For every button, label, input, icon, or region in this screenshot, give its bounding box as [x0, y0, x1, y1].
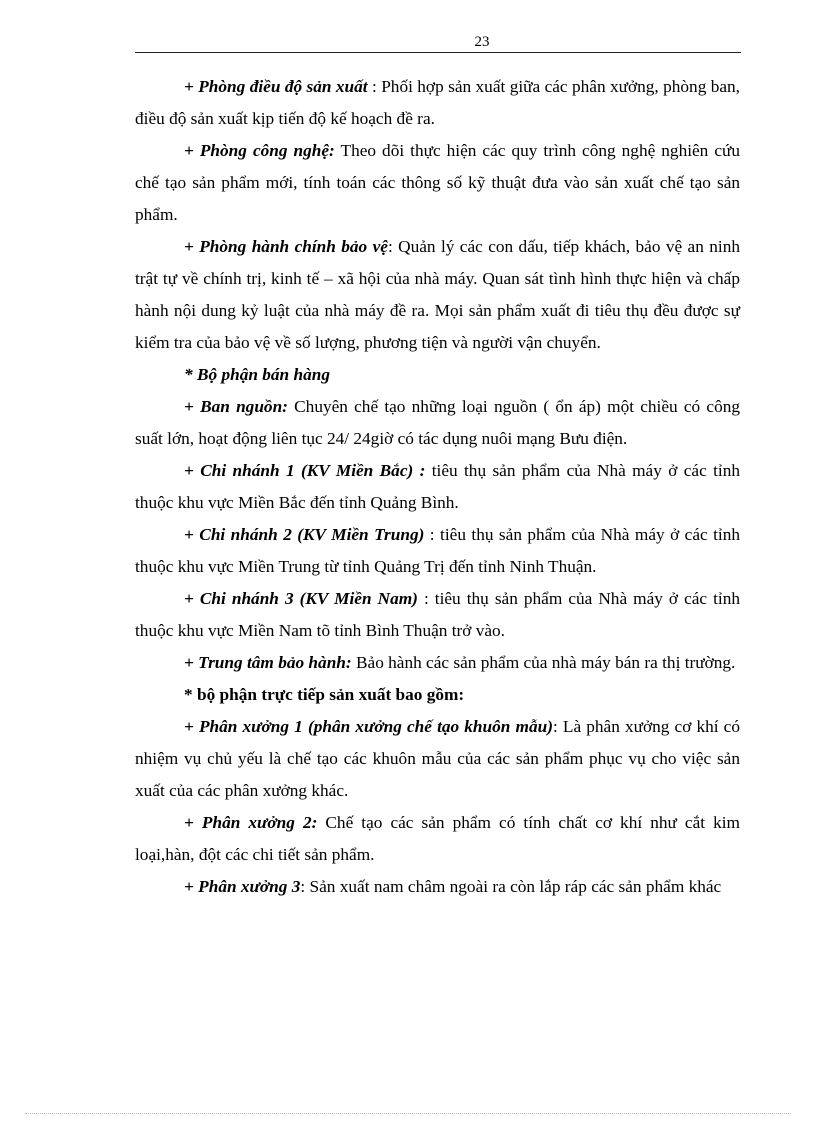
paragraph-text: Theo dõi thực hiện các quy trình công nghệ nghiên cứu chế tạo sản phẩm mới, tính toán các thông số kỹ thuật đưa vào sản xuất chế tạo sản phẩm.	[135, 141, 741, 224]
paragraph-phan-xuong-3	[135, 871, 740, 903]
document-body	[135, 71, 740, 903]
paragraph-lead: + Phân xưởng 1 (phân xưởng chế tạo khuôn mẫu)	[184, 717, 553, 736]
page-bottom-border	[25, 1113, 791, 1114]
paragraph-text: : Quản lý các con dấu, tiếp khách, bảo vệ an ninh trật tự về chính trị, kinh tế – xã hội của nhà máy. Quan sát tình hình thực hiện và chấp hành nội dung kỷ luật của nhà máy đề ra. Mọi sản phẩm xuất đi tiêu thụ đều được sự kiểm tra của bảo vệ về số lượng, phương tiện và người vận chuyển.	[135, 237, 740, 352]
paragraph-phan-xuong-1	[135, 711, 740, 807]
paragraph-trung-tam-bao-hanh	[135, 647, 740, 679]
paragraph-lead: + Phân xưởng 2:	[184, 813, 318, 832]
paragraph-text: Chuyên chế tạo những loại nguồn ( ổn áp) một chiều có công suất lớn, hoạt động liên tục 24/ 24giờ có tác dụng nuôi mạng Bưu điện.	[135, 397, 740, 448]
paragraph-phong-cong-nghe	[135, 135, 740, 231]
paragraph-chi-nhanh-2	[135, 519, 740, 583]
paragraph-text: Chế tạo các sản phẩm có tính chất cơ khí như cắt kim loại,hàn, đột các chi tiết sản phẩm.	[135, 813, 740, 864]
paragraph-lead: + Phân xưởng 3	[184, 877, 301, 896]
paragraph-lead: + Chi nhánh 2 (KV Miền Trung)	[184, 525, 425, 544]
paragraph-lead: + Phòng công nghệ:	[184, 141, 335, 160]
paragraph-lead: + Ban nguồn:	[184, 397, 288, 416]
paragraph-text: : tiêu thụ sản phẩm của Nhà máy ở các tỉnh thuộc khu vực Miền Nam tõ tỉnh Bình Thuận trở vào.	[135, 589, 740, 640]
paragraph-phan-xuong-2	[135, 807, 740, 871]
paragraph-chi-nhanh-1	[135, 455, 740, 519]
paragraph-ban-nguon	[135, 391, 740, 455]
paragraph-text: : Sản xuất nam châm ngoài ra còn lắp ráp các sản phẩm khác	[300, 877, 722, 896]
paragraph-text: Bảo hành các sản phẩm của nhà máy bán ra thị trường.	[351, 653, 736, 672]
paragraph-lead: + Trung tâm bảo hành:	[184, 653, 352, 672]
paragraph-text: tiêu thụ sản phẩm của Nhà máy ở các tỉnh thuộc khu vực Miền Bắc đến tỉnh Quảng Bình.	[135, 461, 740, 512]
paragraph-lead: + Phòng điều độ sản xuất	[184, 77, 368, 96]
paragraph-lead: + Phòng hành chính bảo vệ	[184, 237, 388, 256]
paragraph-phong-dieu-do	[135, 71, 740, 135]
section-heading-ban-hang: * Bộ phận bán hàng	[184, 365, 330, 384]
paragraph-text: : Phối hợp sản xuất giữa các phân xưởng, phòng ban, điều độ sản xuất kịp tiến độ kế hoạch đề ra.	[135, 77, 741, 128]
section-heading-san-xuat: * bộ phận trực tiếp sản xuất bao gồm:	[184, 685, 465, 704]
paragraph-lead: + Chi nhánh 3 (KV Miền Nam)	[184, 589, 418, 608]
paragraph-lead: + Chi nhánh 1 (KV Miền Bắc) :	[184, 461, 426, 480]
paragraph-chi-nhanh-3	[135, 583, 740, 647]
paragraph-phong-hanh-chinh	[135, 231, 740, 359]
paragraph-text: : tiêu thụ sản phẩm của Nhà máy ở các tỉnh thuộc khu vực Miền Trung từ tỉnh Quảng Trị đến tỉnh Ninh Thuận.	[135, 525, 740, 576]
paragraph-text: : Là phân xưởng cơ khí có nhiệm vụ chủ yếu là chế tạo các khuôn mẫu của các sản phẩm phục vụ cho việc sản xuất của các phân xưởng khác.	[135, 717, 740, 800]
page-number: 23	[474, 34, 490, 50]
header-rule	[135, 52, 741, 53]
